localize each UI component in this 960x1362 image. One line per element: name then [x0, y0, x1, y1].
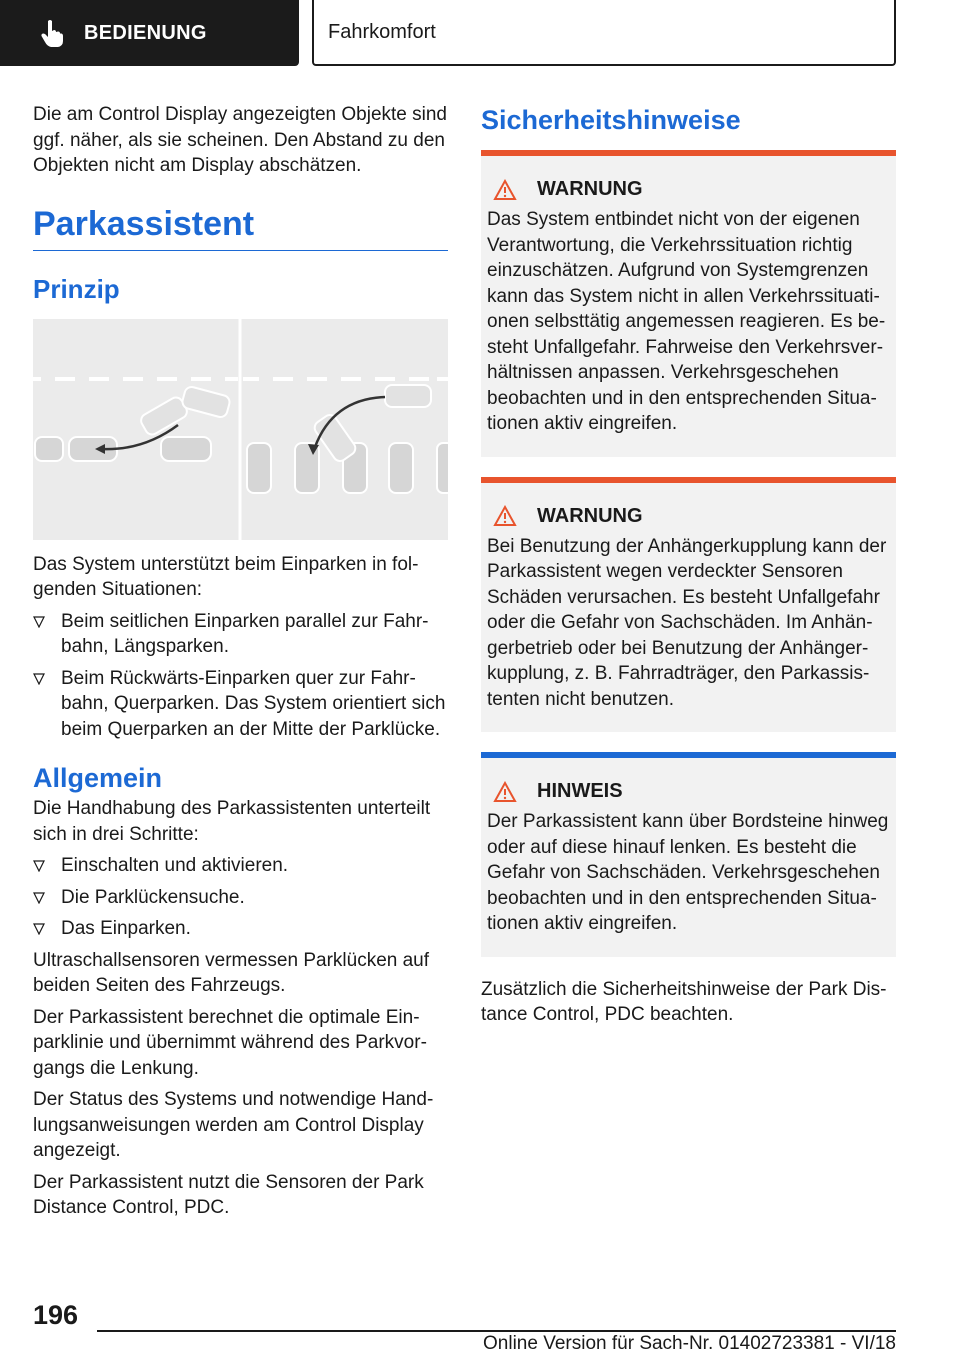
- list-item: [33, 916, 448, 942]
- warning-label: WARNUNG: [537, 504, 643, 527]
- warning-triangle-icon: [493, 179, 517, 201]
- triangle-bullet-icon: [33, 673, 45, 685]
- heading-allgemein: Allgemein: [33, 763, 163, 793]
- list-item-text: Das Einparken.: [61, 918, 191, 939]
- intro-text: Die am Control Display angezeigten Objekte sind ggf. näher, als sie scheinen. Den Abstand zu den Objekten nicht am Display abschätzen.: [33, 104, 447, 176]
- heading-prinzip: Prinzip: [33, 273, 120, 304]
- closing-text: Zusätzlich die Sicherheitshinweise der Park Dis-tance Control, PDC beachten.: [481, 978, 887, 1025]
- paragraph: Der Parkassistent berechnet die optimale Ein-parklinie und übernimmt während des Parkvor-gangs die Lenkung.: [33, 1006, 427, 1079]
- notice-label: HINWEIS: [537, 780, 623, 802]
- paragraph: Ultraschallsensoren vermessen Parklücken auf beiden Seiten des Fahrzeugs.: [33, 949, 430, 996]
- page-title: Parkassistent: [33, 185, 448, 251]
- list-item: [33, 666, 448, 743]
- chapter-title: Fahrkomfort: [312, 0, 896, 66]
- list-item: [33, 609, 448, 660]
- hand-pointer-icon: [40, 18, 64, 48]
- warning-header: [493, 178, 890, 201]
- triangle-bullet-icon: [33, 923, 45, 935]
- prinzip-list: [33, 609, 448, 743]
- list-item-text: Einschalten und aktivieren.: [61, 855, 289, 876]
- paragraph: Der Status des Systems und notwendige Hand-lungsanweisungen werden am Control Display angezeigt.: [33, 1089, 434, 1161]
- left-column: [33, 102, 448, 1227]
- prinzip-text: Das System unterstützt beim Einparken in fol-genden Situationen:: [33, 553, 419, 600]
- allgemein-text: Die Handhabung des Parkassistenten unterteilt sich in drei Schritte:: [33, 798, 431, 845]
- notice-triangle-icon: [493, 781, 517, 803]
- parking-scene: [33, 319, 448, 540]
- triangle-bullet-icon: [33, 616, 45, 628]
- list-item: [33, 885, 448, 911]
- notice-box: [481, 752, 896, 957]
- warning-text: Bei Benutzung der Anhängerkupplung kann der Parkassistent wegen verdeckter Sensoren Schäden verursachen. Es besteht Unfallgefahr oder die Gefahr von Sachschäden. Im Anhän-gerbetrieb oder bei Benutzung der Anhänger-kupplung, z. B. Fahrradträger, den Parkassis-tenten nicht benutzen.: [487, 535, 887, 710]
- warning-header: [493, 505, 890, 528]
- warning-box: [481, 477, 896, 733]
- list-item-text: Beim seitlichen Einparken parallel zur Fahr-bahn, Längsparken.: [61, 610, 429, 657]
- notice-header: [493, 780, 890, 803]
- list-item-text: Die Parklückensuche.: [61, 886, 245, 908]
- page-number: 196: [33, 1300, 79, 1330]
- list-item: [33, 853, 448, 879]
- paragraph: Der Parkassistent nutzt die Sensoren der Park Distance Control, PDC.: [33, 1171, 424, 1218]
- heading-sicherheitshinweise: Sicherheitshinweise: [481, 105, 741, 135]
- footer-divider: [97, 1330, 896, 1332]
- parking-illustration: [33, 319, 448, 540]
- online-version-text: Online Version für Sach-Nr. 01402723381 - VI/18: [483, 1333, 896, 1354]
- warning-box: [481, 150, 896, 457]
- notice-text: Der Parkassistent kann über Bordsteine hinweg oder auf diese hinauf lenken. Es besteht die Gefahr von Sachschäden. Verkehrsgeschehen beobachten und in den entsprechenden Situa-tionen aktiv eingreifen.: [487, 811, 889, 934]
- section-label: BEDIENUNG: [84, 21, 207, 44]
- warning-triangle-icon: [493, 505, 517, 527]
- triangle-bullet-icon: [33, 892, 45, 904]
- allgemein-list: [33, 853, 448, 942]
- triangle-bullet-icon: [33, 860, 45, 872]
- section-tab: [0, 0, 299, 66]
- list-item-text: Beim Rückwärts-Einparken quer zur Fahr-bahn, Querparken. Das System orientiert sich beim Querparken an der Mitte der Parklücke.: [61, 667, 446, 740]
- warning-label: WARNUNG: [537, 178, 643, 200]
- page-header: [0, 0, 960, 66]
- warning-text: Das System entbindet nicht von der eigenen Verantwortung, die Verkehrssituation richtig einzuschätzen. Aufgrund von Systemgrenzen kann das System nicht in allen Verkehrssituati-onen selbsttätig angemessen reagieren. Es be-steht Unfallgefahr. Fahrweise den Verkehrsver-hältnissen anpassen. Verkehrsgeschehen beobachten und in den entsprechenden Situa-tionen aktiv eingreifen.: [487, 209, 886, 434]
- right-column: [481, 102, 896, 1034]
